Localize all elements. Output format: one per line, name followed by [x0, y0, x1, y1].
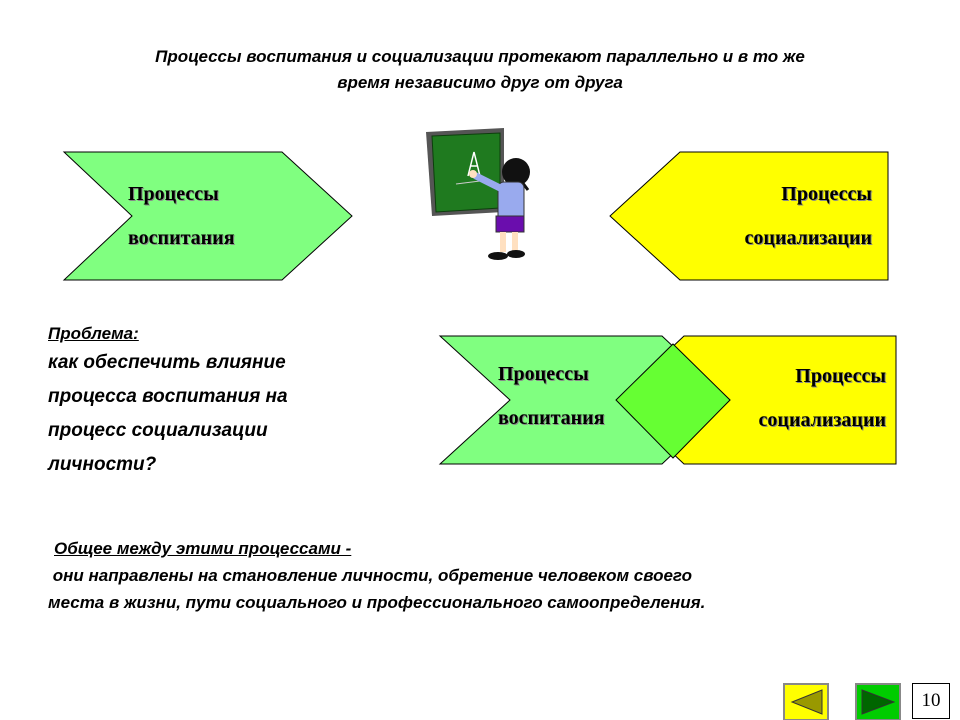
problem-line-2: процесса воспитания на	[48, 386, 288, 407]
socialization-label-top	[702, 172, 872, 260]
common-block	[48, 535, 908, 616]
socialization-label-bottom-line1: Процессы	[795, 365, 886, 387]
upbringing-label-bottom-line1: Процессы	[498, 363, 589, 385]
common-line-1: они направлены на становление личности, обретение человеком своего	[48, 566, 692, 585]
problem-line-3: процесс социализации	[48, 420, 268, 441]
problem-heading: Проблема:	[48, 324, 139, 343]
problem-line-1: как обеспечить влияние	[48, 352, 286, 373]
socialization-label-bottom-line2: социализации	[758, 409, 886, 431]
title-line-2: время независимо друг от друга	[337, 73, 623, 92]
socialization-label-top-line1: Процессы	[781, 183, 872, 205]
socialization-label-bottom	[716, 354, 886, 442]
problem-line-4: личности?	[48, 454, 157, 475]
prev-slide-button[interactable]	[784, 684, 828, 720]
upbringing-label-top-line2: воспитания	[128, 227, 235, 249]
upbringing-label-top	[128, 172, 235, 260]
upbringing-label-bottom-line2: воспитания	[498, 407, 605, 429]
next-slide-button[interactable]	[856, 684, 900, 720]
problem-block	[48, 322, 368, 482]
page-number: 10	[912, 683, 950, 719]
upbringing-label-top-line1: Процессы	[128, 183, 219, 205]
girl-at-blackboard-illustration	[426, 128, 530, 260]
upbringing-label-bottom	[498, 352, 605, 440]
common-heading: Общее между этими процессами -	[54, 539, 352, 558]
common-line-2: места в жизни, пути социального и профессионального самоопределения.	[48, 593, 706, 612]
title-line-1: Процессы воспитания и социализации протекают параллельно и в то же	[155, 47, 805, 66]
socialization-label-top-line2: социализации	[744, 227, 872, 249]
